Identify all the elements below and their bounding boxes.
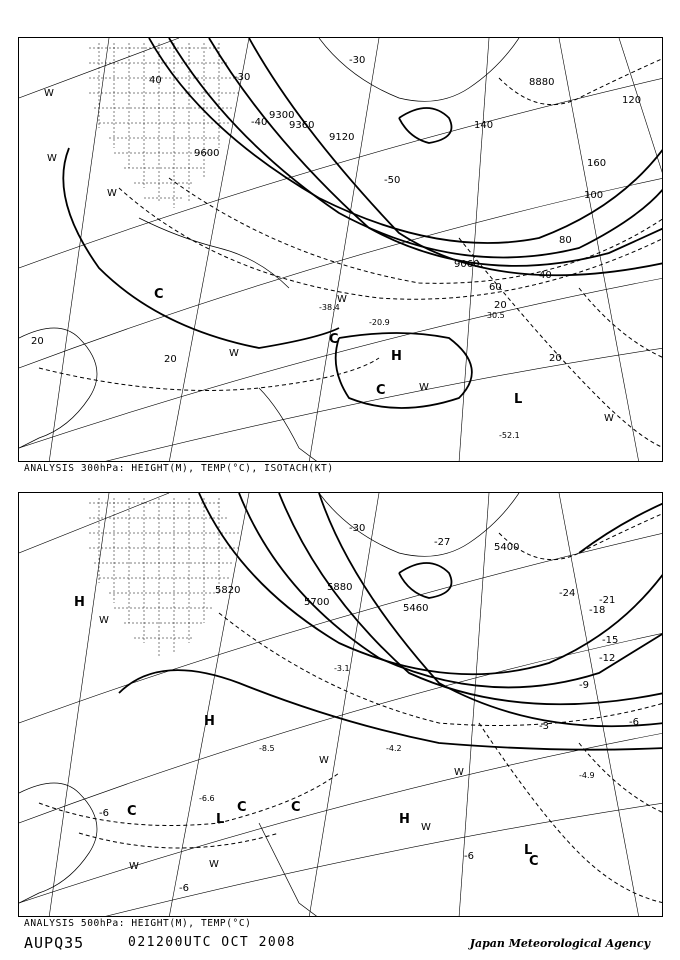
temp-label: -18 (589, 605, 606, 616)
temp-label: -6 (629, 717, 639, 728)
warm-center: W (44, 88, 54, 99)
temp-label: -3 (539, 721, 549, 732)
chart-500hpa (18, 492, 663, 917)
low-center: L (524, 843, 533, 858)
isotach-label: 120 (622, 95, 642, 106)
temp-label: -40 (251, 117, 268, 128)
temp-label: -38.4 (319, 303, 340, 312)
temp-label: -30 (234, 72, 251, 83)
height-label: 5400 (494, 542, 520, 553)
temp-label: -30 (349, 55, 366, 66)
warm-center: W (319, 755, 329, 766)
height-label: 5460 (403, 603, 429, 614)
isotach-labels (31, 75, 641, 365)
map-300hpa (19, 38, 663, 462)
isotach-label: 60 (489, 282, 502, 293)
warm-center: W (209, 859, 219, 870)
temp-label: -20.9 (369, 318, 390, 327)
warm-center: W (47, 153, 57, 164)
isotach-label: 40 (149, 75, 162, 86)
isotach-label: 100 (584, 190, 604, 201)
high-center: H (391, 349, 402, 364)
cold-center: C (329, 332, 339, 347)
temp-label: -4.2 (386, 744, 402, 753)
temp-label: -21 (599, 595, 616, 606)
temp-label: -50 (384, 175, 401, 186)
isotach-label: 20 (164, 354, 177, 365)
height-label: 5880 (327, 582, 353, 593)
high-center: H (204, 714, 215, 729)
cold-center: C (291, 800, 301, 815)
coastlines (19, 493, 519, 917)
caption-500hpa: ANALYSIS 500hPa: HEIGHT(M), TEMP(°C) (24, 918, 252, 929)
cold-center: C (376, 383, 386, 398)
temp-label: -9 (579, 680, 589, 691)
isotach-label: 40 (539, 270, 552, 281)
temp-label: -24 (559, 588, 576, 599)
height-label: 9120 (329, 132, 355, 143)
isotach-label: 20 (494, 300, 507, 311)
chart-code: AUPQ35 (24, 934, 85, 952)
height-contours (119, 493, 663, 750)
warm-center: W (107, 188, 117, 199)
temp-label: -30 (349, 523, 366, 534)
height-label: 5700 (304, 597, 330, 608)
height-contours (63, 38, 663, 408)
isotach-label: 20 (31, 336, 44, 347)
hatched-region (89, 498, 239, 658)
temp-label: -3.1 (334, 664, 350, 673)
height-label: 9360 (289, 120, 315, 131)
high-center: H (74, 595, 85, 610)
warm-center: W (229, 348, 239, 359)
warm-center: W (129, 861, 139, 872)
isotach-label: 80 (559, 235, 572, 246)
temp-label: -12 (599, 653, 616, 664)
warm-center: W (419, 382, 429, 393)
isotach-label: 160 (587, 158, 607, 169)
low-center: L (216, 812, 225, 827)
height-labels (215, 542, 519, 614)
isotherms (39, 513, 663, 903)
temp-label: -6 (99, 808, 109, 819)
cold-center: C (529, 854, 539, 869)
temp-label: -30.5 (484, 311, 505, 320)
temp-label: -15 (602, 635, 619, 646)
high-center: H (399, 812, 410, 827)
isotach-label: 140 (474, 120, 494, 131)
low-center: L (514, 392, 523, 407)
temp-label: -27 (434, 537, 451, 548)
height-label: 5820 (215, 585, 241, 596)
temp-label: -6 (464, 851, 474, 862)
cold-center: C (154, 287, 164, 302)
map-500hpa (19, 493, 663, 917)
height-label: 9300 (269, 110, 295, 121)
height-label: 9600 (194, 148, 220, 159)
temp-label: -8.5 (259, 744, 275, 753)
chart-300hpa (18, 37, 663, 462)
caption-300hpa: ANALYSIS 300hPa: HEIGHT(M), TEMP(°C), ISOTACH(KT) (24, 463, 334, 474)
analysis-time: 021200UTC OCT 2008 (128, 935, 296, 950)
cold-center: C (237, 800, 247, 815)
temp-label: -6.6 (199, 794, 215, 803)
warm-center: W (604, 413, 614, 424)
pressure-centers (74, 595, 539, 872)
warm-center: W (454, 767, 464, 778)
height-labels (194, 77, 554, 270)
coastlines (19, 38, 519, 462)
hatched-region (89, 43, 239, 208)
height-label: 9060 (454, 259, 480, 270)
height-label: 8880 (529, 77, 555, 88)
warm-center: W (421, 822, 431, 833)
temp-label: -4.9 (579, 771, 595, 780)
temp-label: -6 (179, 883, 189, 894)
cold-center: C (127, 804, 137, 819)
temp-label: -52.1 (499, 431, 520, 440)
agency-name: Japan Meteorological Agency (469, 937, 650, 950)
temp-labels (99, 523, 639, 894)
warm-center: W (99, 615, 109, 626)
warm-center: W (337, 294, 347, 305)
isotachs (39, 58, 663, 448)
isotach-label: 20 (549, 353, 562, 364)
